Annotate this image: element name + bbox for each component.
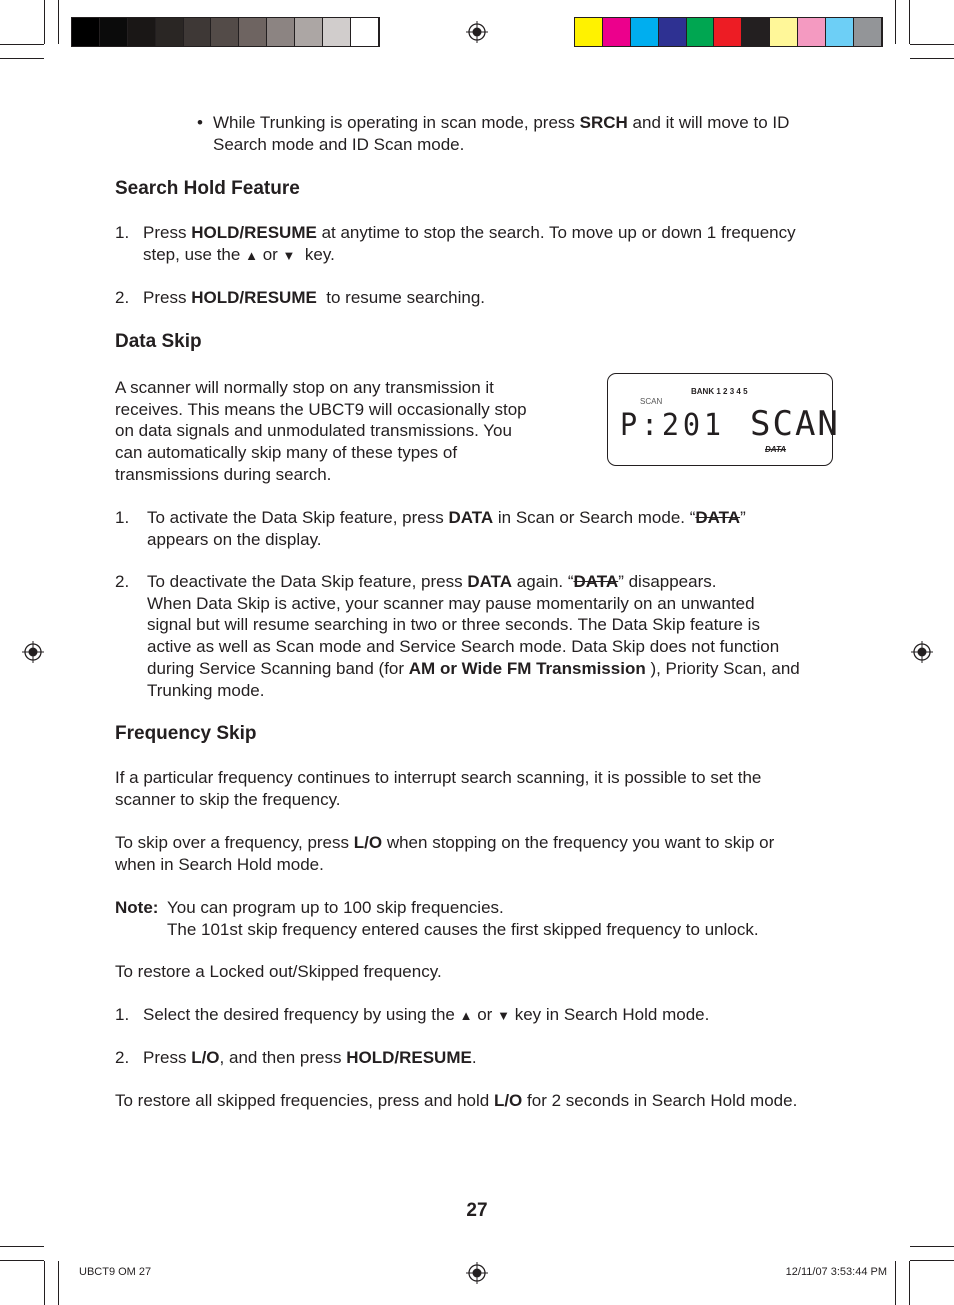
crop-mark [0,1246,44,1247]
color-swatch [770,18,798,46]
crop-mark [895,0,896,44]
crop-mark [910,1260,954,1261]
list-number: 1. [115,508,130,527]
color-swatch [714,18,742,46]
list-item: Press HOLD/RESUME to resume searching. [143,288,486,307]
note-label: Note: [115,898,159,917]
heading-frequency-skip: Frequency Skip [115,723,257,744]
footer-slug-left: UBCT9 OM 27 [79,1266,152,1278]
crop-mark [44,0,45,44]
list-number: 2. [115,572,130,591]
process-color-bar [574,17,883,47]
grayscale-color-bar [71,17,380,47]
bullet-symbol: • [197,113,203,132]
skip-over-paragraph: To skip over a frequency, press L/O when stopping on the frequency you want to skip or when in Search Hold mode. [115,833,775,874]
up-arrow-icon: ▲ [459,1008,473,1023]
registration-mark-icon [22,641,44,663]
heading-search-hold: Search Hold Feature [115,178,300,199]
lcd-data-label: DATA [765,445,787,454]
color-swatch [156,18,184,46]
up-arrow-icon: ▲ [245,247,258,263]
registration-mark-icon [466,21,488,43]
heading-data-skip: Data Skip [115,331,202,352]
crop-mark [0,1260,44,1261]
list-item: To deactivate the Data Skip feature, press DATA again. “DATA” disappears. When Data Skip is active, your scanner may pause momentarily on an unwanted signal but will resume searching in two or three seconds. The Data Skip feature is active as well as Scan mode and Service Search mode. Data Skip does not function during Service Scanning band (for AM or Wide FM Transmission ), Priority Scan, and Trunking mode. [147,572,800,700]
restore-all-paragraph: To restore all skipped frequencies, press and hold L/O for 2 seconds in Search Hold mode. [115,1091,798,1110]
color-swatch [239,18,267,46]
color-swatch [323,18,351,46]
crop-mark [909,1261,910,1305]
color-swatch [128,18,156,46]
crop-mark [58,0,59,44]
crop-mark [0,44,44,45]
data-indicator-strike: DATA [573,572,619,591]
list-item: Press L/O, and then press HOLD/RESUME. [143,1048,477,1067]
list-number: 1. [115,223,130,242]
crop-mark [44,1261,45,1305]
lcd-bank-indicator: BANK 1 2 3 4 5 [691,387,748,396]
color-swatch [659,18,687,46]
restore-locked-paragraph: To restore a Locked out/Skipped frequency. [115,962,442,981]
crop-mark [909,0,910,44]
color-swatch [603,18,631,46]
color-swatch [72,18,100,46]
footer-slug-right: 12/11/07 3:53:44 PM [785,1266,887,1278]
down-arrow-icon: ▼ [497,1008,510,1023]
note-text: You can program up to 100 skip frequencies. The 101st skip frequency entered causes the first skipped frequency to unlock. [167,898,759,939]
crop-mark [910,1246,954,1247]
registration-mark-icon [911,641,933,663]
crop-mark [910,58,954,59]
lcd-mode-text: SCAN [750,404,840,444]
color-swatch [575,18,603,46]
trunking-bullet-text: While Trunking is operating in scan mode, press SRCH and it will move to ID Search mode and ID Scan mode. [213,113,790,154]
list-number: 1. [115,1005,130,1024]
data-skip-paragraph: A scanner will normally stop on any transmission it receives. This means the UBCT9 will occasionally stop on data signals and unmodulated transmissions. You can automatically skip many of these types of transmissions during search. [115,378,527,484]
color-swatch [100,18,128,46]
color-swatch [267,18,295,46]
color-swatch [351,18,379,46]
color-swatch [854,18,882,46]
color-swatch [295,18,323,46]
list-item: To activate the Data Skip feature, press DATA in Scan or Search mode. “DATA” appears on the display. [147,508,746,549]
registration-mark-icon [466,1262,488,1284]
frequency-skip-paragraph: If a particular frequency continues to interrupt search scanning, it is possible to set the scanner to skip the frequency. [115,768,762,809]
crop-mark [910,44,954,45]
crop-mark [58,1261,59,1305]
color-swatch [742,18,770,46]
color-swatch [184,18,212,46]
color-swatch [687,18,715,46]
list-number: 2. [115,1048,130,1067]
page-number: 27 [466,1200,488,1221]
list-item: Press HOLD/RESUME at anytime to stop the search. To move up or down 1 frequency step, use the ▲ or ▼ key. [143,223,796,264]
down-arrow-icon: ▼ [282,247,296,263]
list-number: 2. [115,288,130,307]
crop-mark [895,1261,896,1305]
color-swatch [826,18,854,46]
crop-mark [0,58,44,59]
lcd-channel-text: P:201 [620,408,725,443]
lcd-scan-label: SCAN [640,397,663,406]
lcd-display-illustration [607,373,840,466]
color-swatch [798,18,826,46]
color-swatch [631,18,659,46]
color-swatch [211,18,239,46]
data-indicator-strike: DATA [695,508,741,527]
list-item: Select the desired frequency by using the ▲ or ▼ key in Search Hold mode. [143,1005,710,1024]
